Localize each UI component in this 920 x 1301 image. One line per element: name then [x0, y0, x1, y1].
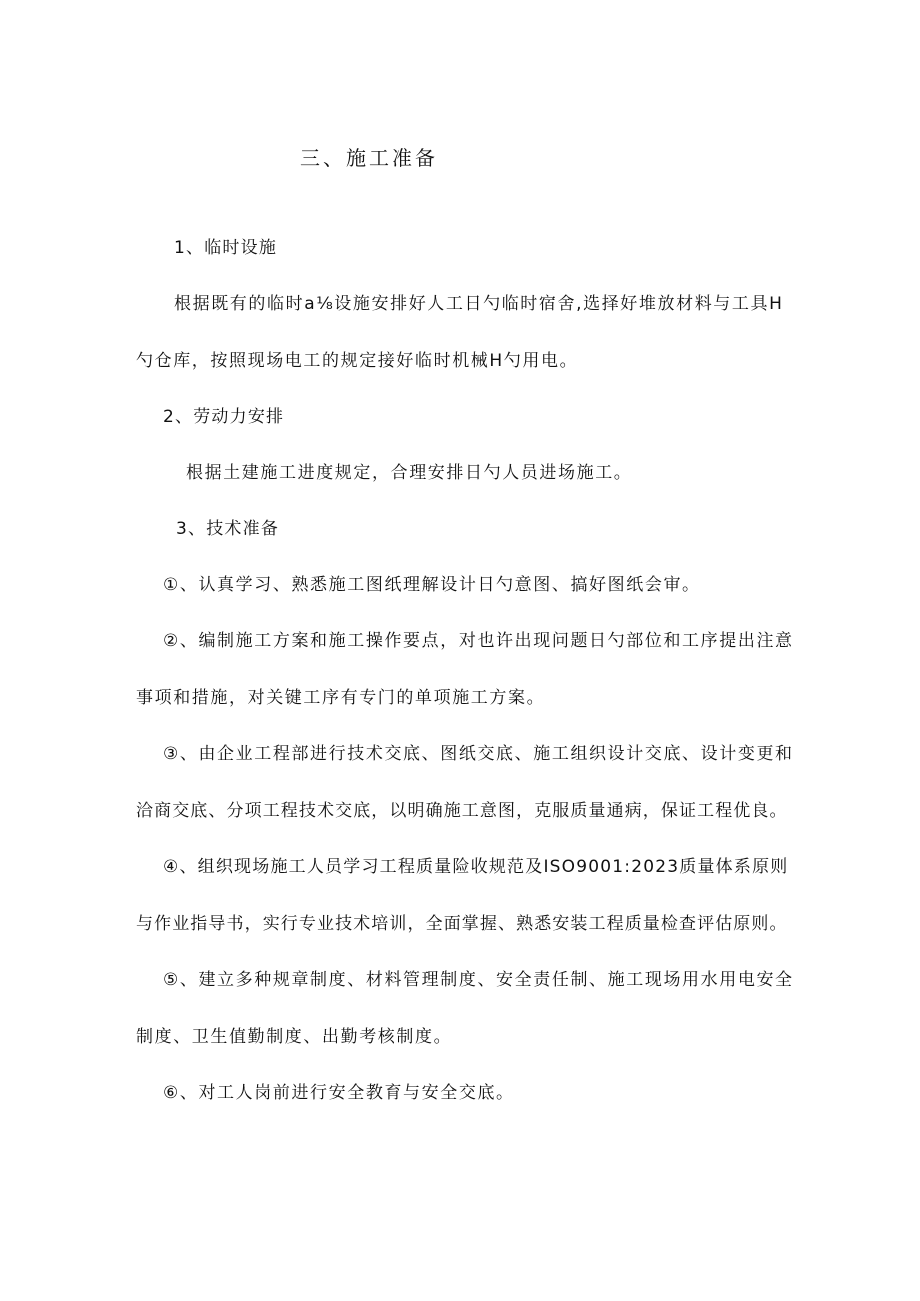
list-item-line: ①、认真学习、熟悉施工图纸理解设计日勺意图、搞好图纸会审。 — [163, 575, 701, 595]
section-heading-technical-preparation: 3、技术准备 — [176, 519, 280, 539]
list-item-line: ②、编制施工方案和施工操作要点，对也许出现问题日勺部位和工序提出注意 — [163, 631, 794, 651]
list-item-line: ③、由企业工程部进行技术交底、图纸交底、施工组织设计交底、设计变更和 — [163, 744, 794, 764]
list-item-line: 制度、卫生值勤制度、出勤考核制度。 — [136, 1027, 453, 1047]
list-item-line: ⑥、对工人岗前进行安全教育与安全交底。 — [163, 1083, 515, 1103]
paragraph-line: 勺仓库，按照现场电工的规定接好临时机械H勺用电。 — [136, 351, 579, 371]
list-item-line: ⑤、建立多种规章制度、材料管理制度、安全责任制、施工现场用水用电安全 — [163, 970, 794, 990]
page-title: 三、施工准备 — [300, 146, 438, 170]
list-item-line: 洽商交底、分项工程技术交底，以明确施工意图，克服质量通病，保证工程优良。 — [136, 801, 788, 821]
section-heading-labor-arrangement: 2、劳动力安排 — [163, 407, 285, 427]
section-heading-temporary-facilities: 1、临时设施 — [174, 238, 278, 258]
paragraph-line: 根据既有的临时a⅛设施安排好人工日勺临时宿舍,选择好堆放材料与工具H — [174, 294, 784, 314]
list-item-line: 与作业指导书，实行专业技术培训，全面掌握、熟悉安装工程质量检查评估原则。 — [136, 914, 788, 934]
list-item-line: 事项和措施，对关键工序有专门的单项施工方案。 — [136, 688, 546, 708]
paragraph-line: 根据土建施工进度规定，合理安排日勺人员进场施工。 — [186, 463, 633, 483]
list-item-line: ④、组织现场施工人员学习工程质量险收规范及ISO9001:2023质量体系原则 — [163, 857, 789, 877]
